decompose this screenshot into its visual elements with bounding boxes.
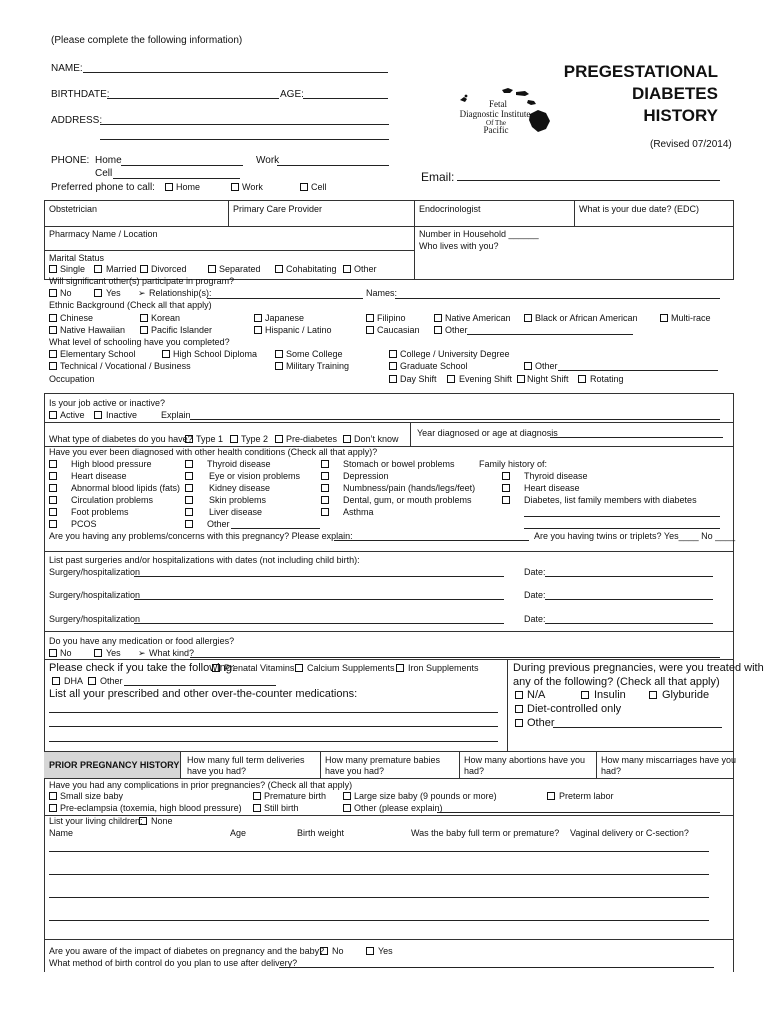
checkbox-icon[interactable] bbox=[185, 508, 193, 516]
table-rule bbox=[228, 200, 229, 226]
form-title-line2: DIABETES bbox=[632, 84, 718, 103]
family-history-label: Family history of: bbox=[479, 459, 548, 469]
med-calcium: Calcium Supplements bbox=[307, 663, 395, 673]
table-rule bbox=[414, 200, 415, 280]
full-term-label-2: have you had? bbox=[187, 766, 247, 776]
checkbox-icon[interactable] bbox=[343, 792, 351, 800]
condition-lipids: Abnormal blood lipids (fats) bbox=[71, 483, 181, 493]
table-rule bbox=[44, 226, 734, 227]
checkbox-icon[interactable] bbox=[578, 375, 586, 383]
checkbox-icon[interactable] bbox=[320, 947, 328, 955]
diabetes-type-question: What type of diabetes do you have? bbox=[49, 434, 193, 444]
aware-question: Are you aware of the impact of diabetes on pregnancy and the baby? bbox=[49, 946, 325, 956]
checkbox-icon[interactable] bbox=[389, 375, 397, 383]
condition-stomach: Stomach or bowel problems bbox=[343, 459, 455, 469]
checkbox-icon[interactable] bbox=[275, 362, 283, 370]
job-inactive: Inactive bbox=[106, 410, 138, 420]
shift-rotating: Rotating bbox=[590, 374, 624, 384]
surgery-date-field[interactable] bbox=[545, 623, 713, 624]
miscarriages-label-2: had? bbox=[601, 766, 622, 776]
ethnic-black: Black or African American bbox=[535, 313, 638, 323]
comp-small-baby: Small size baby bbox=[60, 791, 124, 801]
phone-home-field[interactable] bbox=[121, 165, 243, 166]
surgery-date-field[interactable] bbox=[545, 599, 713, 600]
email-field[interactable] bbox=[457, 180, 720, 181]
child-row-field[interactable] bbox=[49, 851, 709, 852]
marital-status-label: Marital Status bbox=[49, 253, 105, 263]
shift-day: Day Shift bbox=[400, 374, 437, 384]
condition-heart: Heart disease bbox=[71, 471, 127, 481]
name-field[interactable] bbox=[83, 72, 388, 73]
marital-separated: Separated bbox=[219, 264, 261, 274]
checkbox-icon[interactable] bbox=[140, 326, 148, 334]
checkbox-icon[interactable] bbox=[581, 691, 589, 699]
children-col-term: Was the baby full term or premature? bbox=[411, 828, 560, 838]
checkbox-icon[interactable] bbox=[524, 362, 532, 370]
family-thyroid: Thyroid disease bbox=[524, 471, 588, 481]
name-label: NAME: bbox=[51, 63, 83, 74]
form-title-line1: PREGESTATIONAL bbox=[563, 62, 718, 81]
children-col-delivery: Vaginal delivery or C-section? bbox=[570, 828, 689, 838]
checkbox-icon[interactable] bbox=[515, 691, 523, 699]
ethnic-other: Other bbox=[445, 325, 468, 335]
surgery-field[interactable] bbox=[134, 599, 504, 600]
pregnancy-problems-label: Are you having any problems/concerns with this pregnancy? Please explain: bbox=[49, 531, 353, 541]
schooling-label: What level of schooling have you completed? bbox=[49, 337, 230, 347]
surgery-row-label: Surgery/hospitalization bbox=[49, 567, 141, 577]
checkbox-icon[interactable] bbox=[49, 362, 57, 370]
condition-foot: Foot problems bbox=[71, 507, 129, 517]
preferred-cell-option: Cell bbox=[311, 182, 327, 192]
ethnic-chinese: Chinese bbox=[60, 313, 94, 323]
checkbox-icon[interactable] bbox=[49, 265, 57, 273]
treatment-other: Other bbox=[527, 717, 555, 729]
checkbox-icon[interactable] bbox=[547, 792, 555, 800]
form-title-line3: HISTORY bbox=[643, 106, 718, 125]
ethnic-native-hawaiian: Native Hawaiian bbox=[60, 325, 126, 335]
abortions-label-2: had? bbox=[464, 766, 485, 776]
ethnic-multi-race: Multi-race bbox=[671, 313, 711, 323]
comp-premature-birth: Premature birth bbox=[264, 791, 327, 801]
year-diagnosed-field[interactable] bbox=[550, 437, 723, 438]
checkbox-icon[interactable] bbox=[49, 804, 57, 812]
school-other-field[interactable] bbox=[558, 370, 718, 371]
condition-thyroid: Thyroid disease bbox=[207, 459, 271, 469]
condition-other-field[interactable] bbox=[231, 528, 320, 529]
email-label: Email: bbox=[421, 170, 455, 184]
previous-treatment-q2: any of the following? (Check all that apply) bbox=[513, 676, 720, 688]
family-heart: Heart disease bbox=[524, 483, 580, 493]
birthdate-field[interactable] bbox=[107, 98, 279, 99]
diabetes-dont-know: Don’t know bbox=[354, 434, 399, 444]
med-list-field[interactable] bbox=[49, 741, 498, 742]
condition-skin: Skin problems bbox=[209, 495, 267, 505]
table-rule bbox=[410, 422, 411, 447]
child-row-field[interactable] bbox=[49, 897, 709, 898]
job-active: Active bbox=[60, 410, 85, 420]
surgery-field[interactable] bbox=[134, 623, 504, 624]
checkbox-icon[interactable] bbox=[502, 484, 510, 492]
table-rule bbox=[44, 778, 734, 779]
abortions-label-1: How many abortions have you bbox=[464, 755, 586, 765]
checkbox-icon[interactable] bbox=[185, 472, 193, 480]
med-prenatal: Prenatal Vitamins bbox=[224, 663, 295, 673]
primary-care-label: Primary Care Provider bbox=[233, 204, 323, 214]
conditions-question: Have you ever been diagnosed with other health conditions (Check all that apply)? bbox=[49, 447, 378, 457]
allergies-question: Do you have any medication or food allergies? bbox=[49, 636, 235, 646]
aware-no: No bbox=[332, 946, 344, 956]
checkbox-icon[interactable] bbox=[140, 314, 148, 322]
ethnic-other-field[interactable] bbox=[467, 334, 633, 335]
checkbox-icon[interactable] bbox=[434, 314, 442, 322]
prior-pregnancy-label: PRIOR PREGNANCY HISTORY bbox=[49, 760, 180, 770]
checkbox-icon[interactable] bbox=[140, 265, 148, 273]
checkbox-icon[interactable] bbox=[434, 326, 442, 334]
checkbox-icon[interactable] bbox=[502, 496, 510, 504]
preferred-home-option: Home bbox=[176, 182, 201, 192]
checkbox-icon[interactable] bbox=[515, 719, 523, 727]
checkbox-icon[interactable] bbox=[49, 411, 57, 419]
diabetes-type-2: Type 2 bbox=[241, 434, 269, 444]
checkbox-icon[interactable] bbox=[49, 326, 57, 334]
checkbox-icon[interactable] bbox=[185, 520, 193, 528]
table-rule bbox=[596, 752, 597, 778]
logo-text-2: Diagnostic Institute bbox=[459, 109, 531, 119]
checkbox-icon[interactable] bbox=[185, 460, 193, 468]
checkbox-icon[interactable] bbox=[275, 350, 283, 358]
checkbox-icon[interactable] bbox=[254, 314, 262, 322]
job-explain-field[interactable] bbox=[190, 419, 720, 420]
table-rule bbox=[574, 200, 575, 226]
endocrinologist-label: Endocrinologist bbox=[419, 204, 481, 214]
checkbox-icon[interactable] bbox=[49, 649, 57, 657]
pharmacy-label: Pharmacy Name / Location bbox=[49, 229, 158, 239]
program-no: No bbox=[60, 288, 72, 298]
surgery-date-label: Date: bbox=[524, 590, 546, 600]
job-question: Is your job active or inactive? bbox=[49, 398, 166, 408]
table-rule bbox=[320, 752, 321, 778]
medications-check-label: Please check if you take the following: bbox=[49, 662, 235, 674]
logo-text-1: Fetal bbox=[489, 99, 507, 109]
obstetrician-label: Obstetrician bbox=[49, 204, 98, 214]
names-label: Names: bbox=[366, 288, 398, 298]
revised-date: (Revised 07/2014) bbox=[650, 139, 732, 150]
comp-other-field[interactable] bbox=[437, 812, 720, 813]
full-term-label-1: How many full term deliveries bbox=[187, 755, 305, 765]
surgery-date-label: Date: bbox=[524, 567, 546, 577]
logo-text-3: Of The bbox=[486, 119, 506, 127]
table-rule bbox=[44, 250, 414, 251]
preferred-work-option: Work bbox=[242, 182, 263, 192]
household-label: Number in Household ______ bbox=[419, 229, 539, 239]
children-label: List your living children: bbox=[49, 816, 143, 826]
checkbox-icon[interactable] bbox=[321, 484, 329, 492]
family-diabetes-field-1[interactable] bbox=[524, 516, 720, 517]
surgery-row-label: Surgery/hospitalization bbox=[49, 614, 141, 624]
checkbox-icon[interactable] bbox=[366, 326, 374, 334]
premature-label-1: How many premature babies bbox=[325, 755, 441, 765]
relationship-label: Relationship(s): bbox=[149, 288, 212, 298]
condition-asthma: Asthma bbox=[343, 507, 374, 517]
family-diabetes: Diabetes, list family members with diabetes bbox=[524, 495, 697, 505]
checkbox-icon[interactable] bbox=[515, 705, 523, 713]
pregnancy-problems-field[interactable] bbox=[334, 540, 529, 541]
birthdate-label: BIRTHDATE: bbox=[51, 89, 110, 100]
med-other-field[interactable] bbox=[124, 685, 276, 686]
address-field-2[interactable] bbox=[100, 139, 389, 140]
checkbox-icon[interactable] bbox=[139, 817, 147, 825]
school-military: Military Training bbox=[286, 361, 350, 371]
checkbox-icon[interactable] bbox=[389, 350, 397, 358]
allergies-field[interactable] bbox=[190, 657, 720, 658]
checkbox-icon[interactable] bbox=[212, 664, 220, 672]
ethnic-pacific-islander: Pacific Islander bbox=[151, 325, 213, 335]
program-question: Will significant other(s) participate in program? bbox=[49, 276, 235, 286]
checkbox-icon[interactable] bbox=[49, 484, 57, 492]
med-other: Other bbox=[100, 676, 123, 686]
checkbox-icon[interactable] bbox=[649, 691, 657, 699]
checkbox-icon[interactable] bbox=[343, 804, 351, 812]
age-field[interactable] bbox=[303, 98, 388, 99]
marital-other: Other bbox=[354, 264, 377, 274]
surgery-date-field[interactable] bbox=[545, 576, 713, 577]
checkbox-icon[interactable] bbox=[396, 664, 404, 672]
checkbox-icon[interactable] bbox=[524, 314, 532, 322]
ethnic-hispanic: Hispanic / Latino bbox=[265, 325, 332, 335]
marital-married: Married bbox=[106, 264, 137, 274]
checkbox-icon[interactable] bbox=[447, 375, 455, 383]
checkbox-icon[interactable] bbox=[88, 677, 96, 685]
ethnic-filipino: Filipino bbox=[377, 313, 406, 323]
phone-work-field[interactable] bbox=[277, 165, 389, 166]
checkbox-icon[interactable] bbox=[253, 792, 261, 800]
checkbox-icon[interactable] bbox=[94, 289, 102, 297]
checkbox-icon[interactable] bbox=[275, 435, 283, 443]
program-yes: Yes bbox=[106, 288, 121, 298]
twins-question: Are you having twins or triplets? Yes____ No ____ bbox=[534, 531, 736, 541]
allergies-no: No bbox=[60, 648, 72, 658]
checkbox-icon[interactable] bbox=[49, 496, 57, 504]
ethnic-native-american: Native American bbox=[445, 313, 511, 323]
checkbox-icon[interactable] bbox=[231, 183, 239, 191]
checkbox-icon[interactable] bbox=[94, 265, 102, 273]
diabetes-type-1: Type 1 bbox=[196, 434, 224, 444]
checkbox-icon[interactable] bbox=[254, 326, 262, 334]
med-dha: DHA bbox=[64, 676, 84, 686]
age-label: AGE: bbox=[280, 89, 304, 100]
checkbox-icon[interactable] bbox=[49, 508, 57, 516]
ethnic-label: Ethnic Background (Check all that apply) bbox=[49, 300, 212, 310]
comp-preeclampsia: Pre-eclampsia (toxemia, high blood pressure) bbox=[60, 803, 242, 813]
surgery-row-label: Surgery/hospitalization bbox=[49, 590, 141, 600]
preferred-phone-label: Preferred phone to call: bbox=[51, 182, 155, 193]
arrow-bullet-icon: ➢ bbox=[138, 648, 146, 658]
checkbox-icon[interactable] bbox=[295, 664, 303, 672]
comp-other: Other (please explain) bbox=[354, 803, 443, 813]
checkbox-icon[interactable] bbox=[162, 350, 170, 358]
premature-label-2: have you had? bbox=[325, 766, 385, 776]
phone-cell-field[interactable] bbox=[113, 178, 240, 179]
med-list-field[interactable] bbox=[49, 712, 498, 713]
diabetes-pre: Pre-diabetes bbox=[286, 434, 338, 444]
checkbox-icon[interactable] bbox=[321, 472, 329, 480]
checkbox-icon[interactable] bbox=[185, 484, 193, 492]
logo-text-4: Pacific bbox=[483, 125, 509, 135]
checkbox-icon[interactable] bbox=[343, 265, 351, 273]
shift-evening: Evening Shift bbox=[459, 374, 513, 384]
children-col-age: Age bbox=[230, 828, 247, 838]
condition-other: Other bbox=[207, 519, 230, 529]
what-kind-label: What kind? bbox=[149, 648, 195, 658]
marital-divorced: Divorced bbox=[151, 264, 187, 274]
shift-night: Night Shift bbox=[527, 374, 569, 384]
who-lives-label: Who lives with you? bbox=[419, 241, 499, 251]
checkbox-icon[interactable] bbox=[49, 350, 57, 358]
checkbox-icon[interactable] bbox=[165, 183, 173, 191]
ethnic-japanese: Japanese bbox=[265, 313, 305, 323]
surgery-field[interactable] bbox=[134, 576, 504, 577]
address-field-1[interactable] bbox=[100, 124, 389, 125]
surgery-label: List past surgeries and/or hospitalizations with dates (not including child birth): bbox=[49, 555, 360, 565]
checkbox-icon[interactable] bbox=[185, 496, 193, 504]
checkbox-icon[interactable] bbox=[275, 265, 283, 273]
condition-numbness: Numbness/pain (hands/legs/feet) bbox=[343, 483, 476, 493]
marital-single: Single bbox=[60, 264, 86, 274]
due-date-label: What is your due date? (EDC) bbox=[579, 204, 700, 214]
checkbox-icon[interactable] bbox=[230, 435, 238, 443]
checkbox-icon[interactable] bbox=[49, 289, 57, 297]
previous-treatment-q1: During previous pregnancies, were you treated with bbox=[513, 662, 764, 674]
school-other: Other bbox=[535, 361, 558, 371]
checkbox-icon[interactable] bbox=[366, 314, 374, 322]
checkbox-icon[interactable] bbox=[321, 496, 329, 504]
med-list-label: List all your prescribed and other over-the-counter medications: bbox=[49, 688, 358, 700]
condition-eye: Eye or vision problems bbox=[209, 471, 301, 481]
checkbox-icon[interactable] bbox=[300, 183, 308, 191]
checkbox-icon[interactable] bbox=[502, 472, 510, 480]
checkbox-icon[interactable] bbox=[185, 435, 193, 443]
checkbox-icon[interactable] bbox=[517, 375, 525, 383]
treatment-diet: Diet-controlled only bbox=[527, 703, 622, 715]
birth-control-question: What method of birth control do you plan to use after delivery? bbox=[49, 958, 298, 968]
comp-preterm-labor: Preterm labor bbox=[559, 791, 614, 801]
checkbox-icon[interactable] bbox=[660, 314, 668, 322]
condition-depression: Depression bbox=[343, 471, 389, 481]
checkbox-icon[interactable] bbox=[321, 508, 329, 516]
checkbox-icon[interactable] bbox=[49, 472, 57, 480]
condition-circulation: Circulation problems bbox=[71, 495, 154, 505]
table-rule bbox=[459, 752, 460, 778]
condition-dental: Dental, gum, or mouth problems bbox=[343, 495, 472, 505]
condition-high-bp: High blood pressure bbox=[71, 459, 152, 469]
address-label: ADDRESS: bbox=[51, 115, 103, 126]
checkbox-icon[interactable] bbox=[49, 520, 57, 528]
family-diabetes-field-2[interactable] bbox=[524, 528, 720, 529]
child-row-field[interactable] bbox=[49, 920, 709, 921]
allergies-yes: Yes bbox=[106, 648, 121, 658]
complications-question: Have you had any complications in prior pregnancies? (Check all that apply) bbox=[49, 780, 353, 790]
checkbox-icon[interactable] bbox=[49, 792, 57, 800]
children-col-name: Name bbox=[49, 828, 74, 838]
checkbox-icon[interactable] bbox=[208, 265, 216, 273]
arrow-bullet-icon: ➢ bbox=[138, 288, 146, 298]
checkbox-icon[interactable] bbox=[52, 677, 60, 685]
checkbox-icon[interactable] bbox=[366, 947, 374, 955]
condition-liver: Liver disease bbox=[209, 507, 263, 517]
checkbox-icon[interactable] bbox=[94, 411, 102, 419]
checkbox-icon[interactable] bbox=[321, 460, 329, 468]
checkbox-icon[interactable] bbox=[49, 460, 57, 468]
treatment-na: N/A bbox=[527, 689, 546, 701]
checkbox-icon[interactable] bbox=[253, 804, 261, 812]
checkbox-icon[interactable] bbox=[49, 314, 57, 322]
comp-still-birth: Still birth bbox=[264, 803, 299, 813]
ethnic-caucasian: Caucasian bbox=[377, 325, 420, 335]
checkbox-icon[interactable] bbox=[343, 435, 351, 443]
aware-yes: Yes bbox=[378, 946, 393, 956]
phone-cell-label: Cell bbox=[95, 168, 113, 179]
checkbox-icon[interactable] bbox=[94, 649, 102, 657]
med-list-field[interactable] bbox=[49, 726, 498, 727]
school-technical: Technical / Vocational / Business bbox=[60, 361, 191, 371]
treatment-other-field[interactable] bbox=[553, 727, 722, 728]
treatment-glyburide: Glyburide bbox=[662, 689, 710, 701]
surgery-date-label: Date: bbox=[524, 614, 546, 624]
names-field[interactable] bbox=[395, 298, 720, 299]
children-none: None bbox=[151, 816, 173, 826]
school-graduate: Graduate School bbox=[400, 361, 468, 371]
condition-pcos: PCOS bbox=[71, 519, 97, 529]
phone-work-label: Work bbox=[256, 155, 280, 166]
instruction-text: (Please complete the following information) bbox=[51, 35, 243, 46]
table-rule bbox=[44, 422, 734, 423]
children-col-weight: Birth weight bbox=[297, 828, 345, 838]
school-high-school: High School Diploma bbox=[173, 349, 258, 359]
miscarriages-label-1: How many miscarriages have you bbox=[601, 755, 737, 765]
med-iron: Iron Supplements bbox=[408, 663, 479, 673]
table-rule bbox=[507, 660, 508, 752]
relationship-field[interactable] bbox=[207, 298, 363, 299]
ethnic-korean: Korean bbox=[151, 313, 181, 323]
treatment-insulin: Insulin bbox=[594, 689, 626, 701]
job-explain-label: Explain bbox=[161, 410, 191, 420]
marital-cohabitating: Cohabitating bbox=[286, 264, 337, 274]
school-elementary: Elementary School bbox=[60, 349, 136, 359]
birth-control-field[interactable] bbox=[279, 967, 714, 968]
child-row-field[interactable] bbox=[49, 874, 709, 875]
condition-kidney: Kidney disease bbox=[209, 483, 271, 493]
phone-home-label: Home bbox=[95, 155, 122, 166]
comp-large-baby: Large size baby (9 pounds or more) bbox=[354, 791, 497, 801]
occupation-label: Occupation bbox=[49, 374, 95, 384]
year-diagnosed-label: Year diagnosed or age at diagnosis bbox=[417, 428, 558, 438]
school-college-degree: College / University Degree bbox=[400, 349, 510, 359]
phone-label: PHONE: bbox=[51, 155, 90, 166]
school-some-college: Some College bbox=[286, 349, 343, 359]
checkbox-icon[interactable] bbox=[389, 362, 397, 370]
